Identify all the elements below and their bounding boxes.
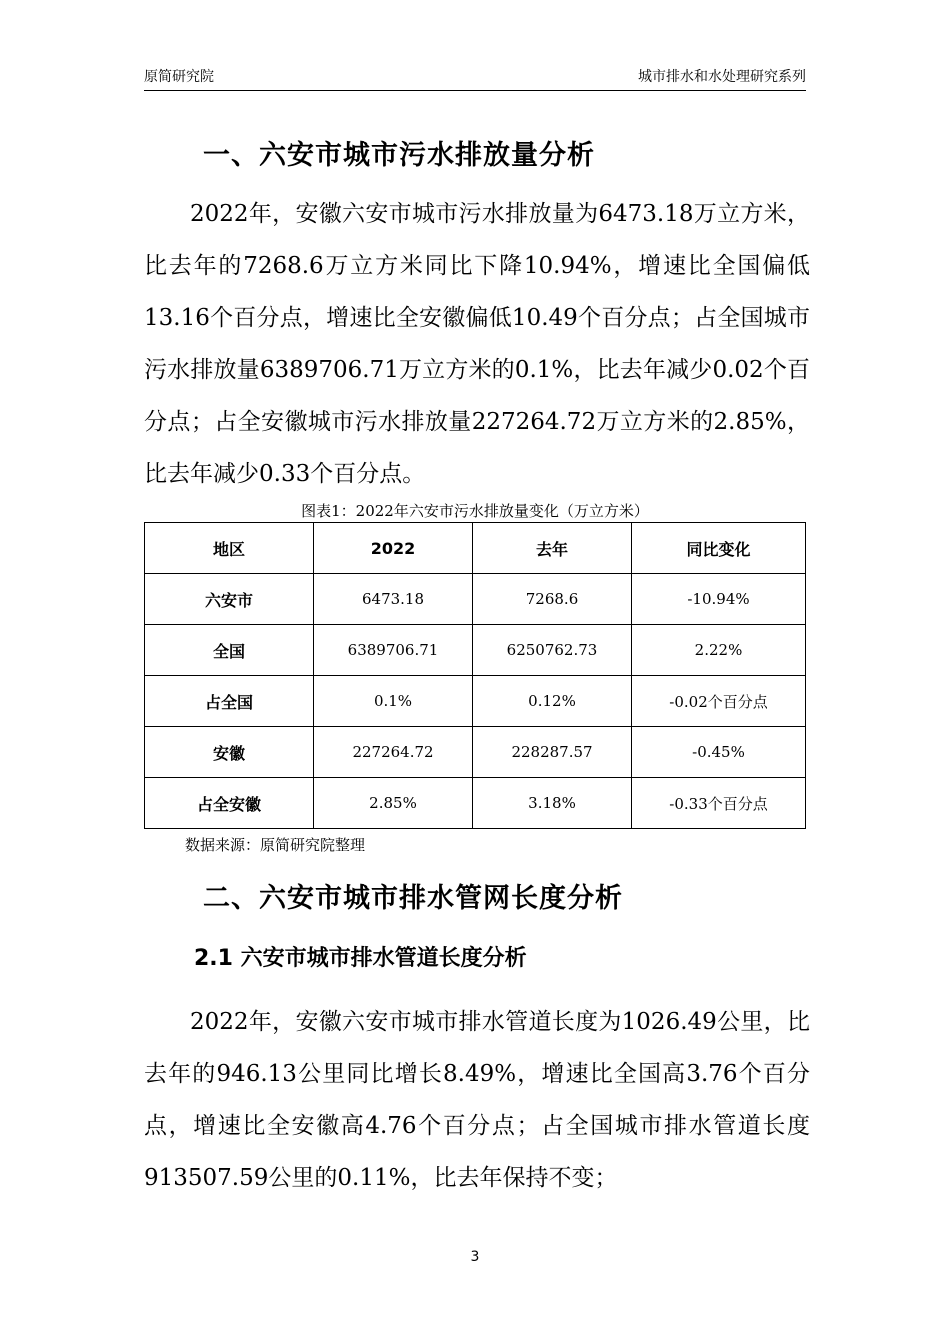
table-source-note: 数据来源：原简研究院整理 — [185, 836, 366, 854]
section2-subtitle: 2.1 六安市城市排水管道长度分析 — [194, 946, 527, 971]
header-org-name: 原简研究院 — [144, 69, 214, 85]
table-row-label: 安徽 — [145, 727, 314, 778]
header-series-title: 城市排水和水处理研究系列 — [638, 69, 806, 85]
page-header — [144, 62, 806, 91]
table-header-cell: 地区 — [145, 523, 314, 574]
table-cell: -0.02个百分点 — [632, 676, 806, 727]
table-row-label: 占全国 — [145, 676, 314, 727]
section1-paragraph: 2022年，安徽六安市城市污水排放量为6473.18万立方米，比去年的7268.6万立方米同比下降10.94%，增速比全国偏低13.16个百分点，增速比全安徽偏低10.49个百分点；占全国城市污水排放量6389706.71万立方米的0.1%，比去年减少0.02个百分点；占全安徽城市污水排放量227264.72万立方米的2.85%，比去年减少0.33个百分点。 — [144, 201, 810, 487]
page-number: 3 — [470, 1249, 480, 1265]
table-cell: 228287.57 — [473, 727, 632, 778]
table-cell: -0.33个百分点 — [632, 778, 806, 829]
sewage-discharge-table — [144, 522, 806, 829]
table-row — [145, 778, 806, 829]
table-cell: 2.85% — [314, 778, 473, 829]
table-row — [145, 625, 806, 676]
table-cell: 0.1% — [314, 676, 473, 727]
table-cell: 0.12% — [473, 676, 632, 727]
section2-paragraph: 2022年，安徽六安市城市排水管道长度为1026.49公里，比去年的946.13公里同比增长8.49%，增速比全国高3.76个百分点，增速比全安徽高4.76个百分点；占全国城市排水管道长度913507.59公里的0.11%，比去年保持不变； — [144, 1009, 810, 1191]
table-header-cell: 同比变化 — [632, 523, 806, 574]
table-row — [145, 676, 806, 727]
table-header-row — [145, 523, 806, 574]
table-caption: 图表1：2022年六安市污水排放量变化（万立方米） — [301, 502, 649, 520]
table-cell: 7268.6 — [473, 574, 632, 625]
table-row-label: 占全安徽 — [145, 778, 314, 829]
table-row — [145, 574, 806, 625]
table-cell: 227264.72 — [314, 727, 473, 778]
section1-title: 一、六安市城市污水排放量分析 — [203, 140, 595, 171]
table-header-cell: 去年 — [473, 523, 632, 574]
table-cell: 6250762.73 — [473, 625, 632, 676]
table-row-label: 全国 — [145, 625, 314, 676]
table-cell: -0.45% — [632, 727, 806, 778]
table-row — [145, 727, 806, 778]
table-header-cell: 2022 — [314, 523, 473, 574]
table-cell: 2.22% — [632, 625, 806, 676]
table-cell: -10.94% — [632, 574, 806, 625]
table-cell: 6473.18 — [314, 574, 473, 625]
section2-title: 二、六安市城市排水管网长度分析 — [203, 883, 623, 914]
table-cell: 6389706.71 — [314, 625, 473, 676]
table-row-label: 六安市 — [145, 574, 314, 625]
table-cell: 3.18% — [473, 778, 632, 829]
